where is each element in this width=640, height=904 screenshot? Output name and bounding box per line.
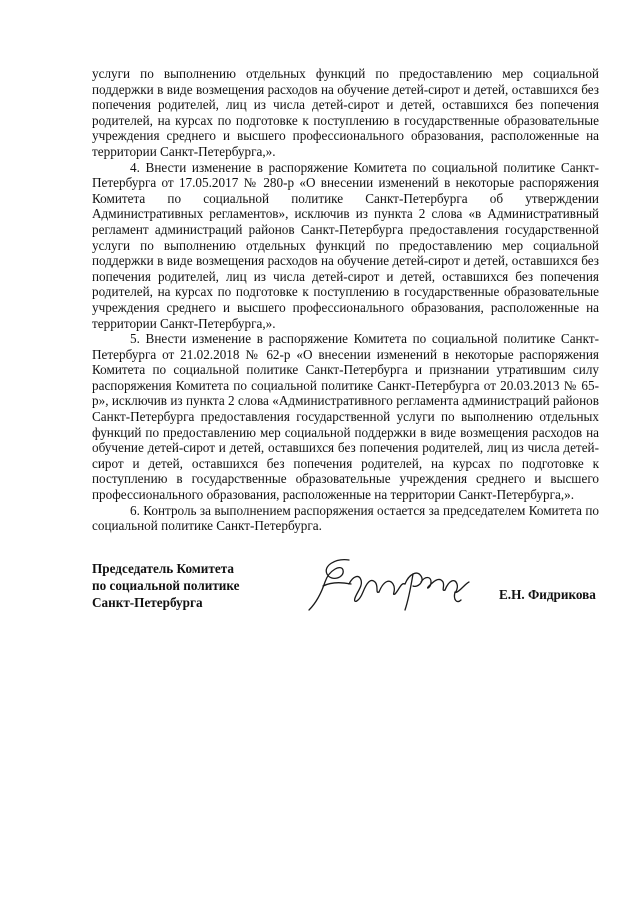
paragraph-item-4: 4. Внести изменение в распоряжение Комитета по социальной политике Санкт-Петербурга от 17.05.2017 № 280-р «О внесении изменений в некоторые распоряжения Комитета по социальной политике Санкт-Петербурга об утверждении Административных регламентов», исключив из пункта 2 слова «в Административный регламент администраций районов Санкт-Петербурга предоставления государственной услуги по выполнению отдельных функций по предоставлению мер социальной поддержки в виде возмещения расходов на обучение детей-сирот и детей, оставшихся без попечения родителей, лиц из числа детей-сирот и детей, оставшихся без попечения родителей, на курсах по подготовке к поступлению в государственные образовательные учреждения среднего и высшего профессионального образования, расположенные на территории Санкт-Петербурга,». [92,159,599,331]
handwritten-signature [305,552,480,614]
paragraph-item-6: 6. Контроль за выполнением распоряжения остается за председателем Комитета по социальной политике Санкт-Петербурга. [92,502,599,534]
signatory-position [92,560,322,611]
position-line-2: по социальной политике [92,578,240,593]
paragraph-continuation: услуги по выполнению отдельных функций по предоставлению мер социальной поддержки в виде возмещения расходов на обучение детей-сирот и детей, оставшихся без попечения родителей, лиц из числа детей-сирот и детей, оставшихся без попечения родителей, на курсах по подготовке к поступлению в государственные образовательные учреждения среднего и высшего профессионального образования, расположенные на территории Санкт-Петербурга,». [92,66,599,159]
signer-name: Е.Н. Фидрикова [499,587,596,602]
position-line-3: Санкт-Петербурга [92,595,203,610]
paragraph-item-5: 5. Внести изменение в распоряжение Комитета по социальной политике Санкт-Петербурга от 21.02.2018 № 62-р «О внесении изменений в некоторые распоряжения Комитета по социальной политике Санкт-Петербурга и признании утратившим силу распоряжения Комитета по социальной политике Санкт-Петербурга от 20.03.2013 № 65-р», исключив из пункта 2 слова «Административного регламента администраций районов Санкт-Петербурга предоставления государственной услуги по выполнению отдельных функций по предоставлению мер социальной поддержки в виде возмещения расходов на обучение детей-сирот и детей, оставшихся без попечения родителей, лиц из числа детей-сирот и детей, оставшихся без попечения родителей, на курсах по подготовке к поступлению в государственные образовательные учреждения среднего и высшего профессионального образования, расположенные на территории Санкт-Петербурга,». [92,331,599,503]
position-line-1: Председатель Комитета [92,561,234,576]
document-body [92,66,599,534]
